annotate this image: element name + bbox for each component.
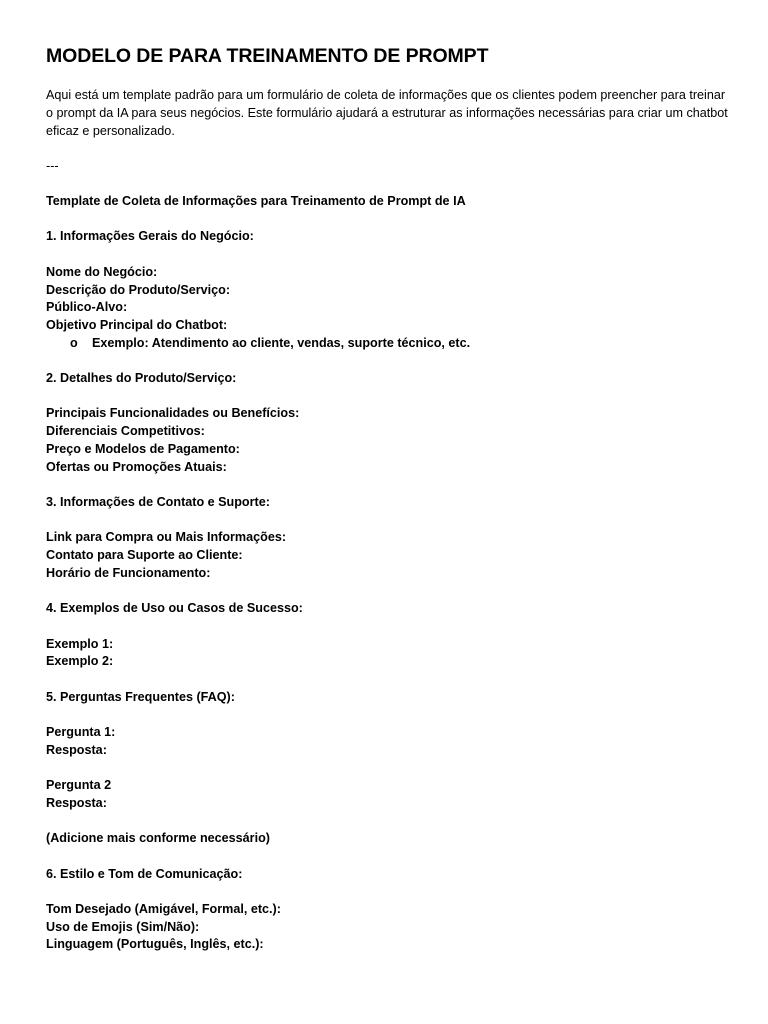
section-5-heading: 5. Perguntas Frequentes (FAQ): [46, 689, 235, 704]
faq-note: (Adicione mais conforme necessário) [46, 831, 270, 846]
field-label: Uso de Emojis (Sim/Não): [46, 919, 200, 934]
spacer [46, 671, 728, 689]
section-2-heading: 2. Detalhes do Produto/Serviço: [46, 371, 237, 386]
spacer [46, 706, 728, 724]
spacer [46, 759, 728, 777]
bullet-item [46, 335, 728, 353]
field-label: Descrição do Produto/Serviço: [46, 282, 231, 297]
faq-question: Pergunta 2 [46, 778, 112, 793]
bullet-marker: o [70, 335, 78, 350]
separator: --- [46, 158, 59, 173]
faq-answer: Resposta: [46, 742, 107, 757]
faq-answer: Resposta: [46, 795, 107, 810]
document-title: MODELO DE PARA TREINAMENTO DE PROMPT [46, 45, 489, 67]
spacer [46, 883, 728, 901]
field-label: Ofertas ou Promoções Atuais: [46, 459, 227, 474]
spacer [46, 140, 728, 158]
spacer [46, 246, 728, 264]
spacer [46, 848, 728, 866]
spacer [46, 211, 728, 229]
spacer [46, 175, 728, 193]
field-label: Objetivo Principal do Chatbot: [46, 317, 228, 332]
spacer [46, 476, 728, 494]
spacer [46, 512, 728, 530]
field-label: Nome do Negócio: [46, 264, 158, 279]
spacer [46, 582, 728, 600]
field-label: Exemplo 2: [46, 654, 114, 669]
field-label: Tom Desejado (Amigável, Formal, etc.): [46, 901, 281, 916]
intro-paragraph: Aqui está um template padrão para um formulário de coleta de informações que os clientes podem preencher para treinar o prompt da IA para seus negócios. Este formulário ajudará a estruturar as informações necessárias para criar um chatbot eficaz e personalizado. [46, 88, 728, 138]
field-label: Diferenciais Competitivos: [46, 424, 205, 439]
field-label: Link para Compra ou Mais Informações: [46, 530, 287, 545]
bullet-text: Exemplo: Atendimento ao cliente, vendas, suporte técnico, etc. [92, 335, 471, 350]
field-label: Exemplo 1: [46, 636, 114, 651]
spacer [46, 388, 728, 406]
faq-question: Pergunta 1: [46, 725, 116, 740]
spacer [46, 618, 728, 636]
field-label: Horário de Funcionamento: [46, 565, 211, 580]
field-label: Público-Alvo: [46, 300, 128, 315]
field-label: Principais Funcionalidades ou Benefícios: [46, 406, 300, 421]
field-label: Linguagem (Português, Inglês, etc.): [46, 937, 264, 952]
field-label: Contato para Suporte ao Cliente: [46, 548, 243, 563]
spacer [46, 813, 728, 831]
spacer [46, 352, 728, 370]
field-label: Preço e Modelos de Pagamento: [46, 441, 240, 456]
template-heading: Template de Coleta de Informações para Treinamento de Prompt de IA [46, 194, 466, 209]
section-4-heading: 4. Exemplos de Uso ou Casos de Sucesso: [46, 601, 303, 616]
section-6-heading: 6. Estilo e Tom de Comunicação: [46, 866, 243, 881]
section-3-heading: 3. Informações de Contato e Suporte: [46, 494, 270, 509]
section-1-heading: 1. Informações Gerais do Negócio: [46, 229, 254, 244]
